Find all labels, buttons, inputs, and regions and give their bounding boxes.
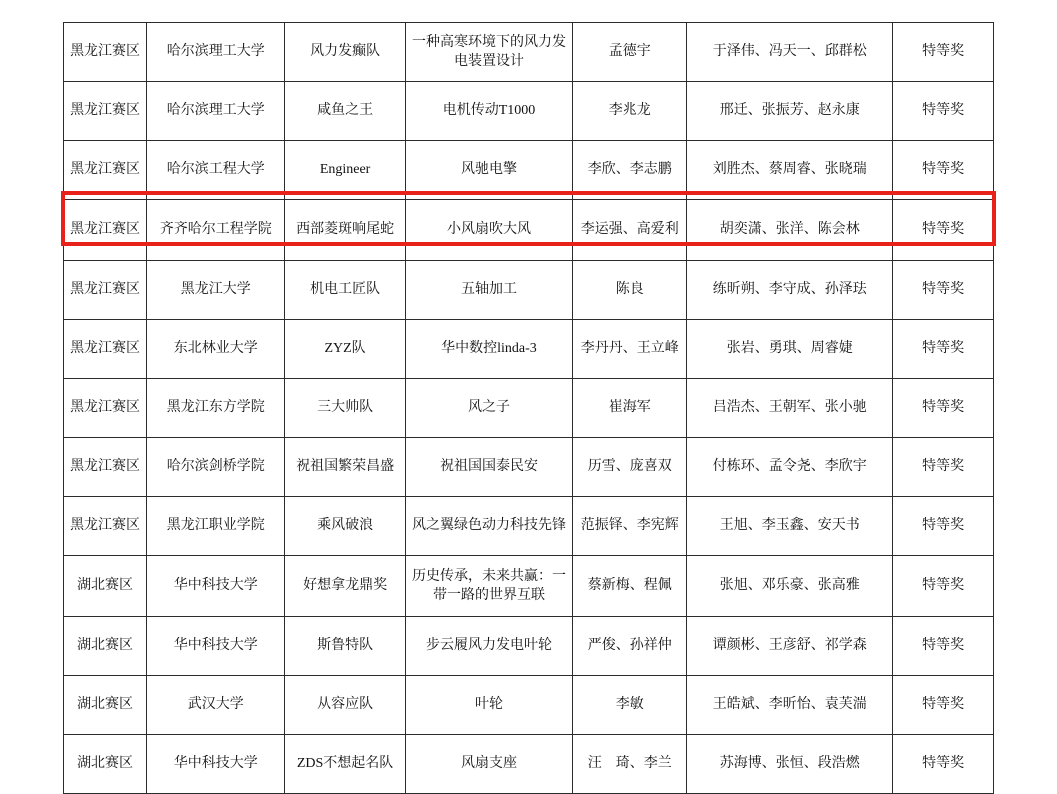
table-row [64, 676, 994, 735]
cell-members: 于泽伟、冯天一、邱群松 [687, 23, 893, 82]
table-row [64, 438, 994, 497]
cell-project: 历史传承，未来共赢：一带一路的世界互联 [405, 556, 572, 617]
cell-award: 特等奖 [893, 556, 994, 617]
cell-school: 黑龙江职业学院 [147, 497, 285, 556]
cell-project: 风之翼绿色动力科技先锋 [405, 497, 572, 556]
table-row [64, 261, 994, 320]
cell-project: 风驰电擎 [405, 141, 572, 200]
award-table-body [64, 23, 994, 794]
cell-project: 步云履风力发电叶轮 [405, 617, 572, 676]
table-row [64, 141, 994, 200]
cell-school: 黑龙江大学 [147, 261, 285, 320]
cell-school: 哈尔滨理工大学 [147, 82, 285, 141]
cell-award: 特等奖 [893, 320, 994, 379]
cell-leader: 李欣、李志鹏 [573, 141, 687, 200]
cell-members: 付栋环、孟令尧、李欣宇 [687, 438, 893, 497]
cell-project: 小风扇吹大风 [405, 200, 572, 261]
cell-team: Engineer [285, 141, 406, 200]
cell-team: 祝祖国繁荣昌盛 [285, 438, 406, 497]
cell-team: 西部菱斑响尾蛇 [285, 200, 406, 261]
cell-region: 黑龙江赛区 [64, 141, 147, 200]
cell-region: 黑龙江赛区 [64, 379, 147, 438]
cell-project: 风之子 [405, 379, 572, 438]
cell-members: 吕浩杰、王朝军、张小驰 [687, 379, 893, 438]
cell-region: 黑龙江赛区 [64, 82, 147, 141]
cell-leader: 汪 琦、李兰 [573, 735, 687, 794]
cell-members: 刘胜杰、蔡周睿、张晓瑞 [687, 141, 893, 200]
cell-award: 特等奖 [893, 676, 994, 735]
cell-award: 特等奖 [893, 497, 994, 556]
cell-region: 黑龙江赛区 [64, 261, 147, 320]
cell-region: 黑龙江赛区 [64, 320, 147, 379]
cell-region: 湖北赛区 [64, 617, 147, 676]
table-row [64, 497, 994, 556]
cell-school: 哈尔滨剑桥学院 [147, 438, 285, 497]
cell-leader: 陈良 [573, 261, 687, 320]
cell-leader: 李兆龙 [573, 82, 687, 141]
award-table-container [63, 22, 994, 794]
table-row [64, 379, 994, 438]
cell-region: 湖北赛区 [64, 676, 147, 735]
cell-members: 胡奕潇、张洋、陈会林 [687, 200, 893, 261]
cell-leader: 孟德宇 [573, 23, 687, 82]
cell-school: 武汉大学 [147, 676, 285, 735]
cell-region: 黑龙江赛区 [64, 497, 147, 556]
cell-members: 王皓斌、李昕怡、袁芙湍 [687, 676, 893, 735]
table-row [64, 82, 994, 141]
cell-region: 黑龙江赛区 [64, 438, 147, 497]
cell-leader: 范振铎、李宪辉 [573, 497, 687, 556]
cell-region: 湖北赛区 [64, 735, 147, 794]
award-table [63, 22, 994, 794]
cell-team: 乘风破浪 [285, 497, 406, 556]
cell-award: 特等奖 [893, 261, 994, 320]
cell-members: 谭颜彬、王彦舒、祁学森 [687, 617, 893, 676]
cell-school: 华中科技大学 [147, 556, 285, 617]
cell-region: 湖北赛区 [64, 556, 147, 617]
cell-members: 邢迁、张振芳、赵永康 [687, 82, 893, 141]
cell-team: 风力发癫队 [285, 23, 406, 82]
cell-team: ZDS不想起名队 [285, 735, 406, 794]
cell-region: 黑龙江赛区 [64, 200, 147, 261]
cell-project: 祝祖国国泰民安 [405, 438, 572, 497]
cell-project: 风扇支座 [405, 735, 572, 794]
cell-award: 特等奖 [893, 379, 994, 438]
table-row-highlighted [64, 200, 994, 261]
cell-team: 好想拿龙鼎奖 [285, 556, 406, 617]
cell-members: 苏海博、张恒、段浩燃 [687, 735, 893, 794]
cell-team: 斯鲁特队 [285, 617, 406, 676]
cell-leader: 严俊、孙祥仲 [573, 617, 687, 676]
cell-school: 哈尔滨工程大学 [147, 141, 285, 200]
cell-leader: 蔡新梅、程佩 [573, 556, 687, 617]
cell-award: 特等奖 [893, 617, 994, 676]
cell-members: 练昕朔、李守成、孙泽珐 [687, 261, 893, 320]
cell-school: 齐齐哈尔工程学院 [147, 200, 285, 261]
cell-school: 黑龙江东方学院 [147, 379, 285, 438]
cell-leader: 李敏 [573, 676, 687, 735]
cell-school: 华中科技大学 [147, 735, 285, 794]
cell-school: 东北林业大学 [147, 320, 285, 379]
cell-team: ZYZ队 [285, 320, 406, 379]
cell-award: 特等奖 [893, 141, 994, 200]
cell-project: 一种高寒环境下的风力发电装置设计 [405, 23, 572, 82]
cell-team: 从容应队 [285, 676, 406, 735]
table-row [64, 617, 994, 676]
table-row [64, 23, 994, 82]
cell-leader: 李丹丹、王立峰 [573, 320, 687, 379]
cell-members: 张旭、邓乐豪、张高雅 [687, 556, 893, 617]
cell-members: 张岩、勇琪、周睿婕 [687, 320, 893, 379]
cell-school: 哈尔滨理工大学 [147, 23, 285, 82]
cell-project: 叶轮 [405, 676, 572, 735]
cell-leader: 崔海军 [573, 379, 687, 438]
table-row [64, 556, 994, 617]
cell-team: 机电工匠队 [285, 261, 406, 320]
cell-members: 王旭、李玉鑫、安天书 [687, 497, 893, 556]
cell-project: 电机传动T1000 [405, 82, 572, 141]
cell-award: 特等奖 [893, 438, 994, 497]
cell-award: 特等奖 [893, 735, 994, 794]
cell-project: 五轴加工 [405, 261, 572, 320]
cell-award: 特等奖 [893, 82, 994, 141]
table-row [64, 320, 994, 379]
cell-leader: 历雪、庞喜双 [573, 438, 687, 497]
table-row [64, 735, 994, 794]
cell-region: 黑龙江赛区 [64, 23, 147, 82]
cell-team: 咸鱼之王 [285, 82, 406, 141]
cell-school: 华中科技大学 [147, 617, 285, 676]
cell-leader: 李运强、高爱利 [573, 200, 687, 261]
cell-award: 特等奖 [893, 200, 994, 261]
cell-team: 三大帅队 [285, 379, 406, 438]
cell-award: 特等奖 [893, 23, 994, 82]
cell-project: 华中数控linda-3 [405, 320, 572, 379]
